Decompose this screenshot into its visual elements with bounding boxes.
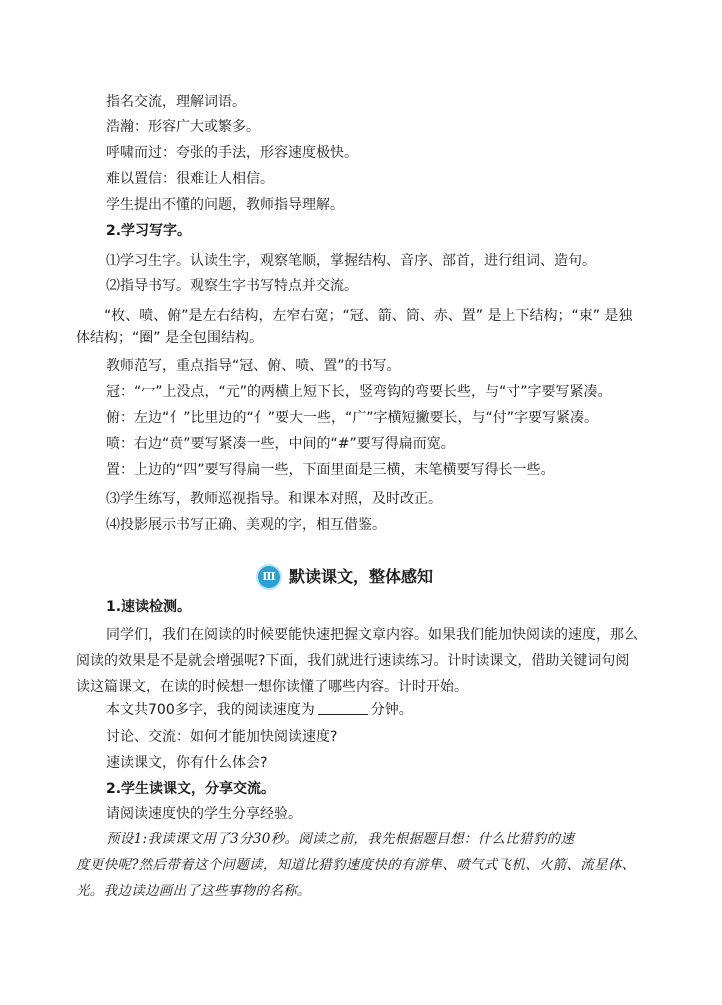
text-line: ⑷投影展示书写正确、美观的字，相互借鉴。 <box>106 517 386 533</box>
text-line: 冠：“冖”上没点，“元”的两横上短下长，竖弯钩的弯要长些，与“寸”字要写紧凑。 <box>106 384 612 400</box>
subheading: 2.学习写字。 <box>106 223 192 239</box>
section-number-badge: Ⅲ <box>258 566 280 588</box>
subheading: 1.速读检测。 <box>106 599 192 615</box>
section-title-text: 默读课文，整体感知 <box>289 567 434 586</box>
text-line: 喷：右边“贲”要写紧凑一些，中间的“#”要写得扁而宽。 <box>106 436 455 452</box>
intro-paragraph: 同学们，我们在阅读的时候要能快速把握文章内容。如果我们能加快阅读的速度，那么阅读的效果是不是就会增强呢?下面，我们就进行速读练习。计时读课文，借助关键词句阅读这篇课文，在读的时候想一想你读懂了哪些内容。计时开始。 <box>76 627 638 695</box>
subheading: 2.学生读课文，分享交流。 <box>106 781 276 797</box>
text-line: 浩瀚：形容广大或繁多。 <box>106 119 260 135</box>
structure-paragraph: “枚、喷、俯”是左右结构，左窄右宽；“冠、箭、筒、赤、置” 是上下结构；“束” 是独体结构；“圈” 是全包围结构。 <box>76 308 633 346</box>
text-line: 请阅读速度快的学生分享经验。 <box>106 806 302 822</box>
preset-line: 度更快呢?然后带着这个问题读，知道比猎豹速度快的有游隼、喷气式飞机、火箭、流星体、光。我边读边画出了这些事物的名称。 <box>76 857 636 899</box>
fill-text-before: 本文共700多字，我的阅读速度为 <box>106 702 315 718</box>
text-line: 学生提出不懂的问题，教师指导理解。 <box>106 197 344 213</box>
text-line: 讨论、交流：如何才能加快阅读速度? <box>106 729 338 745</box>
text-line: ⑵指导书写。观察生字书写特点并交流。 <box>106 278 358 294</box>
fill-text-after: 分钟。 <box>370 702 413 718</box>
fill-in-line <box>106 700 413 720</box>
preset-line: 预设1:我读课文用了3分30秒。阅读之前，我先根据题目想：什么比猎豹的速 <box>106 831 575 847</box>
text-line: 呼啸而过：夸张的手法，形容速度极快。 <box>106 145 358 161</box>
text-line: ⑶学生练写，教师巡视指导。和课本对照，及时改正。 <box>106 491 442 507</box>
text-line: 速读课文，你有什么体会? <box>106 755 268 771</box>
text-line: 教师范写，重点指导“冠、俯、喷、置”的书写。 <box>106 358 401 374</box>
answer-blank[interactable] <box>318 700 368 715</box>
text-line: 指名交流，理解词语。 <box>106 94 246 110</box>
section-title <box>258 566 433 588</box>
text-line: 难以置信：很难让人相信。 <box>106 171 274 187</box>
preset-answer <box>76 826 646 904</box>
text-line: ⑴学习生字。认读生字，观察笔顺，掌握结构、音序、部首，进行组词、造句。 <box>106 253 596 269</box>
text-line: 俯：左边“亻”比里边的“亻”要大一些，“广”字横短撇要长，与“付”字要写紧凑。 <box>106 410 599 426</box>
text-line: 置：上边的“四”要写得扁一些，下面里面是三横，末笔横要写得长一些。 <box>106 462 555 478</box>
